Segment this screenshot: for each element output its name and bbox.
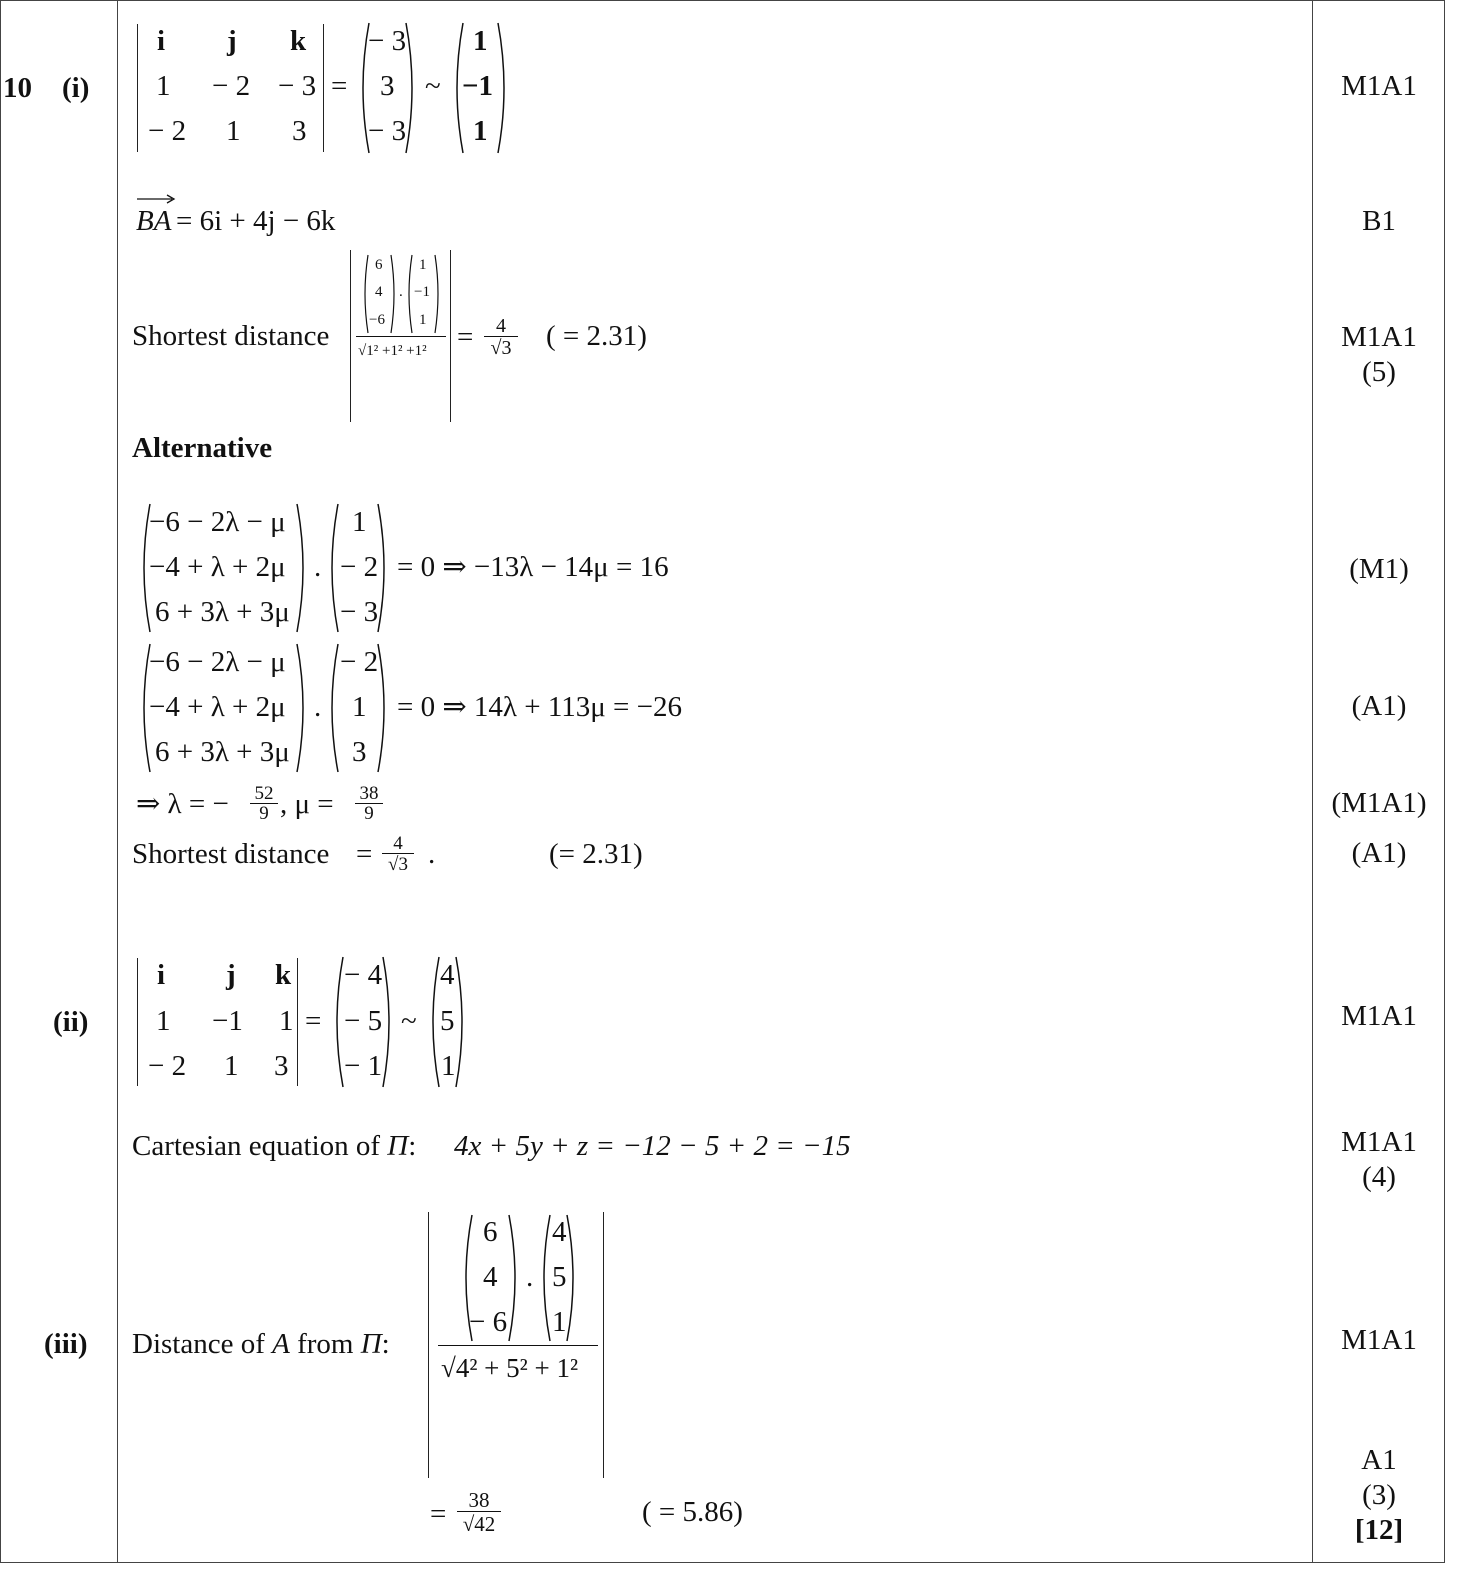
value-2-31-second: (= 2.31) [549, 838, 643, 870]
vector-cell: −6 − 2λ − μ [149, 646, 286, 678]
paren-right [296, 643, 310, 773]
dot-operator: . [399, 284, 403, 300]
vector-cell: 1 [352, 506, 367, 538]
result-fraction [457, 1490, 501, 1536]
det-cell: j [227, 25, 237, 57]
vector-cell: 1 [352, 691, 367, 723]
ba-expression: = 6i + 4j − 6k [176, 205, 336, 237]
cartesian-label [132, 1132, 416, 1161]
equals-sign: = [356, 838, 373, 870]
det-cell: 3 [274, 1050, 289, 1082]
column-divider-right [1312, 0, 1313, 1563]
pi-symbol: Π [360, 1328, 382, 1360]
mu-fraction [355, 784, 383, 824]
vector-cell: 6 [483, 1216, 498, 1248]
cartesian-equation: 4x + 5y + z = −12 − 5 + 2 = −15 [454, 1130, 851, 1162]
denominator: √1² +1² +1² [358, 343, 427, 359]
vector-cell: 4 [375, 284, 383, 300]
vector-cell: − 3 [368, 25, 407, 57]
lambda-expression: ⇒ λ = − [136, 788, 229, 820]
paren-right [377, 503, 391, 633]
mark-m1a1: M1A1 [1341, 70, 1417, 102]
paren-left [325, 643, 339, 773]
paren-left [361, 254, 369, 334]
paren-right [377, 643, 391, 773]
vector-cell: 4 [552, 1216, 567, 1248]
numerator: 4 [496, 315, 506, 337]
fraction-bar [356, 336, 446, 337]
det-cell: − 2 [212, 70, 251, 102]
det-bar-left [137, 24, 138, 152]
det-cell: − 2 [148, 115, 187, 147]
vector-cell: 1 [473, 115, 488, 147]
vector-cell: 1 [419, 312, 427, 328]
mark-m1a1: M1A1 [1341, 1000, 1417, 1032]
colon: : [408, 1130, 417, 1162]
vector-cell: 4 [440, 959, 455, 991]
shortest-distance-label-2: Shortest distance [132, 838, 330, 870]
equals-sign: = [331, 70, 348, 102]
dot-operator: . [526, 1261, 534, 1293]
paren-right [455, 956, 469, 1088]
shortest-distance-label: Shortest distance [132, 320, 330, 352]
cartesian-label-text: Cartesian equation of [132, 1130, 381, 1162]
numerator: 4 [393, 833, 403, 854]
ba-label: BA [136, 205, 172, 237]
det-cell: k [275, 959, 292, 991]
mark-a1: A1 [1361, 1444, 1397, 1476]
mark-grand-total: [12] [1354, 1514, 1404, 1546]
vector-cell: −6 [369, 312, 385, 328]
vector-cell: −6 − 2λ − μ [149, 506, 286, 538]
paren-right [296, 503, 310, 633]
denominator: √4² + 5² + 1² [441, 1353, 579, 1383]
mark-m1a1: M1A1 [1341, 1324, 1417, 1356]
point-a: A [272, 1328, 290, 1360]
value-2-31: ( = 2.31) [546, 320, 647, 352]
mark-total-5: (5) [1362, 356, 1396, 388]
vector-cell: −4 + λ + 2μ [149, 551, 286, 583]
vector-cell: − 1 [344, 1050, 383, 1082]
det-cell: k [290, 25, 307, 57]
fraction-4-root3 [484, 316, 518, 359]
equals-sign: = [457, 321, 474, 353]
denominator: √3 [388, 854, 408, 875]
distance-label-text: Distance of [132, 1328, 265, 1360]
column-divider-left [117, 0, 118, 1563]
part-label-iii: (iii) [44, 1328, 88, 1360]
vector-cell: 1 [441, 1050, 456, 1082]
numerator: 52 [254, 783, 274, 804]
det-cell: 1 [156, 1005, 171, 1037]
det-cell: 1 [224, 1050, 239, 1082]
mark-m1-alt: (M1) [1349, 553, 1409, 585]
value-5-86: ( = 5.86) [642, 1496, 743, 1528]
vector-cell: − 3 [340, 596, 379, 628]
vector-cell: 6 [375, 257, 383, 273]
paren-right [434, 254, 442, 334]
vector-cell: 3 [380, 70, 395, 102]
vector-cell: −1 [462, 70, 494, 102]
paren-right [390, 254, 398, 334]
paren-right [508, 1214, 522, 1342]
mark-m1a1: M1A1 [1341, 321, 1417, 353]
det-cell: − 2 [148, 1050, 187, 1082]
vector-cell: −1 [414, 284, 430, 300]
mark-b1: B1 [1362, 205, 1396, 237]
part-label-i: (i) [62, 72, 90, 104]
vector-cell: 1 [473, 25, 488, 57]
dot-operator: . [314, 691, 322, 723]
vector-cell: 1 [552, 1306, 567, 1338]
vector-cell: − 2 [340, 646, 379, 678]
vector-cell: 5 [440, 1005, 455, 1037]
paren-left [330, 956, 344, 1088]
lambda-fraction [250, 784, 278, 824]
denominator: 9 [364, 803, 374, 824]
part-label-ii: (ii) [53, 1006, 89, 1038]
fraction-4-root3-2 [382, 834, 414, 875]
vector-cell: − 4 [344, 959, 383, 991]
paren-left [537, 1214, 551, 1342]
equals-sign: = [305, 1005, 322, 1037]
det-bar-right [323, 24, 324, 152]
alternative-heading: Alternative [132, 432, 273, 464]
det-bar-right [297, 958, 298, 1086]
det-cell: i [157, 959, 166, 991]
vector-cell: −4 + λ + 2μ [149, 691, 286, 723]
denominator: √42 [462, 1512, 496, 1536]
mark-m1a1-alt: (M1A1) [1331, 787, 1427, 819]
dot-operator: . [314, 551, 322, 583]
pi-symbol: Π [387, 1130, 409, 1162]
paren-left [426, 956, 440, 1088]
paren-left [405, 254, 413, 334]
abs-bar-left [350, 250, 351, 422]
paren-right [497, 22, 511, 154]
question-number: 10 [3, 72, 32, 104]
paren-left [325, 503, 339, 633]
vector-cell: 5 [552, 1261, 567, 1293]
det-cell: 1 [156, 70, 171, 102]
mu-expression: , μ = [280, 788, 334, 820]
denominator: √3 [490, 337, 512, 359]
distance-label [132, 1330, 390, 1359]
mark-total-4: (4) [1362, 1161, 1396, 1193]
det-bar-left [137, 958, 138, 1086]
mark-total-3: (3) [1362, 1479, 1396, 1511]
paren-right [405, 22, 419, 154]
mark-m1a1: M1A1 [1341, 1126, 1417, 1158]
det-cell: 3 [292, 115, 307, 147]
period: . [428, 838, 436, 870]
vector-cell: − 6 [469, 1306, 508, 1338]
tilde: ~ [401, 1005, 417, 1037]
vector-cell: − 5 [344, 1005, 383, 1037]
mark-a1-alt: (A1) [1351, 690, 1407, 722]
paren-right [382, 956, 396, 1088]
fraction-bar [438, 1345, 598, 1346]
vector-cell: − 2 [340, 551, 379, 583]
tilde: ~ [425, 70, 441, 102]
mark-a1-alt: (A1) [1351, 837, 1407, 869]
colon: : [381, 1328, 390, 1360]
det-cell: 1 [279, 1005, 294, 1037]
vector-arrow [136, 194, 176, 204]
numerator: 38 [468, 1488, 490, 1512]
abs-bar-right [450, 250, 451, 422]
det-cell: − 3 [278, 70, 317, 102]
vector-cell: 6 + 3λ + 3μ [155, 596, 290, 628]
det-cell: i [157, 25, 166, 57]
vector-cell: 3 [352, 736, 367, 768]
alt2-equation: = 0 ⇒ 14λ + 113μ = −26 [397, 691, 683, 723]
paren-right [566, 1214, 580, 1342]
abs-bar-right [603, 1212, 604, 1478]
vector-cell: − 3 [368, 115, 407, 147]
det-cell: −1 [212, 1005, 243, 1037]
vector-cell: 6 + 3λ + 3μ [155, 736, 290, 768]
det-cell: j [226, 959, 236, 991]
alt1-equation: = 0 ⇒ −13λ − 14μ = 16 [397, 551, 669, 583]
abs-bar-left [428, 1212, 429, 1478]
numerator: 38 [359, 783, 379, 804]
from-text: from [297, 1328, 354, 1360]
vector-cell: 1 [419, 257, 427, 273]
equals-sign: = [430, 1498, 447, 1530]
denominator: 9 [259, 803, 269, 824]
det-cell: 1 [226, 115, 241, 147]
vector-cell: 4 [483, 1261, 498, 1293]
